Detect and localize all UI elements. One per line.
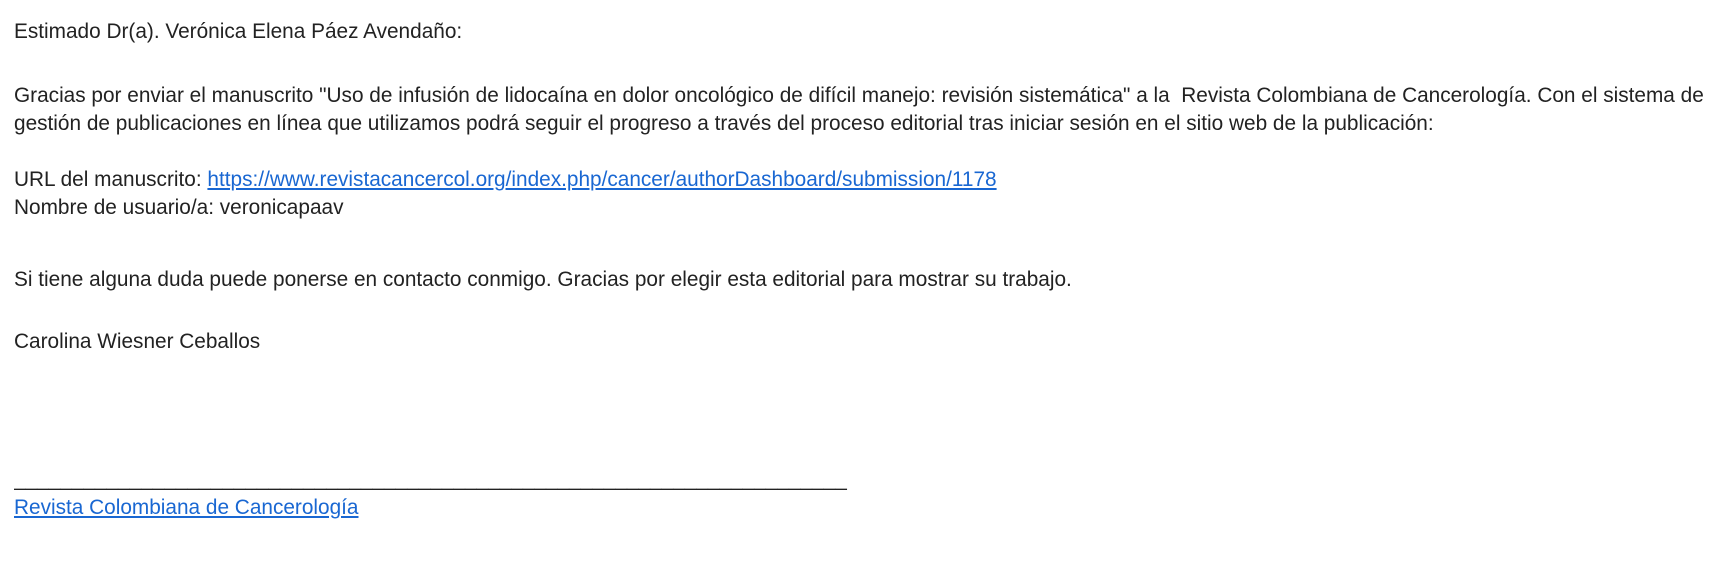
spacer (14, 356, 1710, 384)
manuscript-url-link[interactable]: https://www.revistacancercol.org/index.php/cancer/authorDashboard/submission/1178 (207, 168, 997, 191)
closing-paragraph-text: Si tiene alguna duda puede ponerse en contacto conmigo. Gracias por elegir esta editorial para mostrar su trabajo. (14, 268, 1072, 291)
signature-line (14, 328, 1710, 356)
username-value: veronicapaav (219, 196, 344, 219)
signature-separator-text: ________________________________________________________________________ (14, 468, 847, 491)
intro-paragraph (14, 82, 1710, 138)
footer-link-line (14, 494, 1710, 522)
footer-journal-link[interactable]: Revista Colombiana de Cancerología (14, 496, 359, 519)
manuscript-url-line (14, 166, 1710, 194)
username-line (14, 194, 1710, 222)
spacer (14, 412, 1710, 440)
spacer (14, 294, 1710, 322)
spacer (14, 138, 1710, 166)
greeting-text: Estimado Dr(a). Verónica Elena Páez Avendaño: (14, 20, 463, 43)
spacer (14, 384, 1710, 412)
spacer (14, 46, 1710, 74)
closing-paragraph (14, 266, 1710, 294)
spacer (14, 222, 1710, 250)
username-label: Nombre de usuario/a: (14, 196, 220, 219)
manuscript-url-label: URL del manuscrito: (14, 168, 208, 191)
greeting-line (14, 18, 1710, 46)
signature-separator (14, 466, 1710, 494)
intro-paragraph-text: Gracias por enviar el manuscrito "Uso de infusión de lidocaína en dolor oncológico de difícil manejo: revisión sistemática" a la Revista Colombiana de Cancerología. Con el sistema de gestión de publicaciones en línea que utilizamos podrá seguir el progreso a través del proceso editorial tras iniciar sesión en el sitio web de la publicación: (14, 84, 1710, 135)
signature-name: Carolina Wiesner Ceballos (14, 330, 261, 353)
